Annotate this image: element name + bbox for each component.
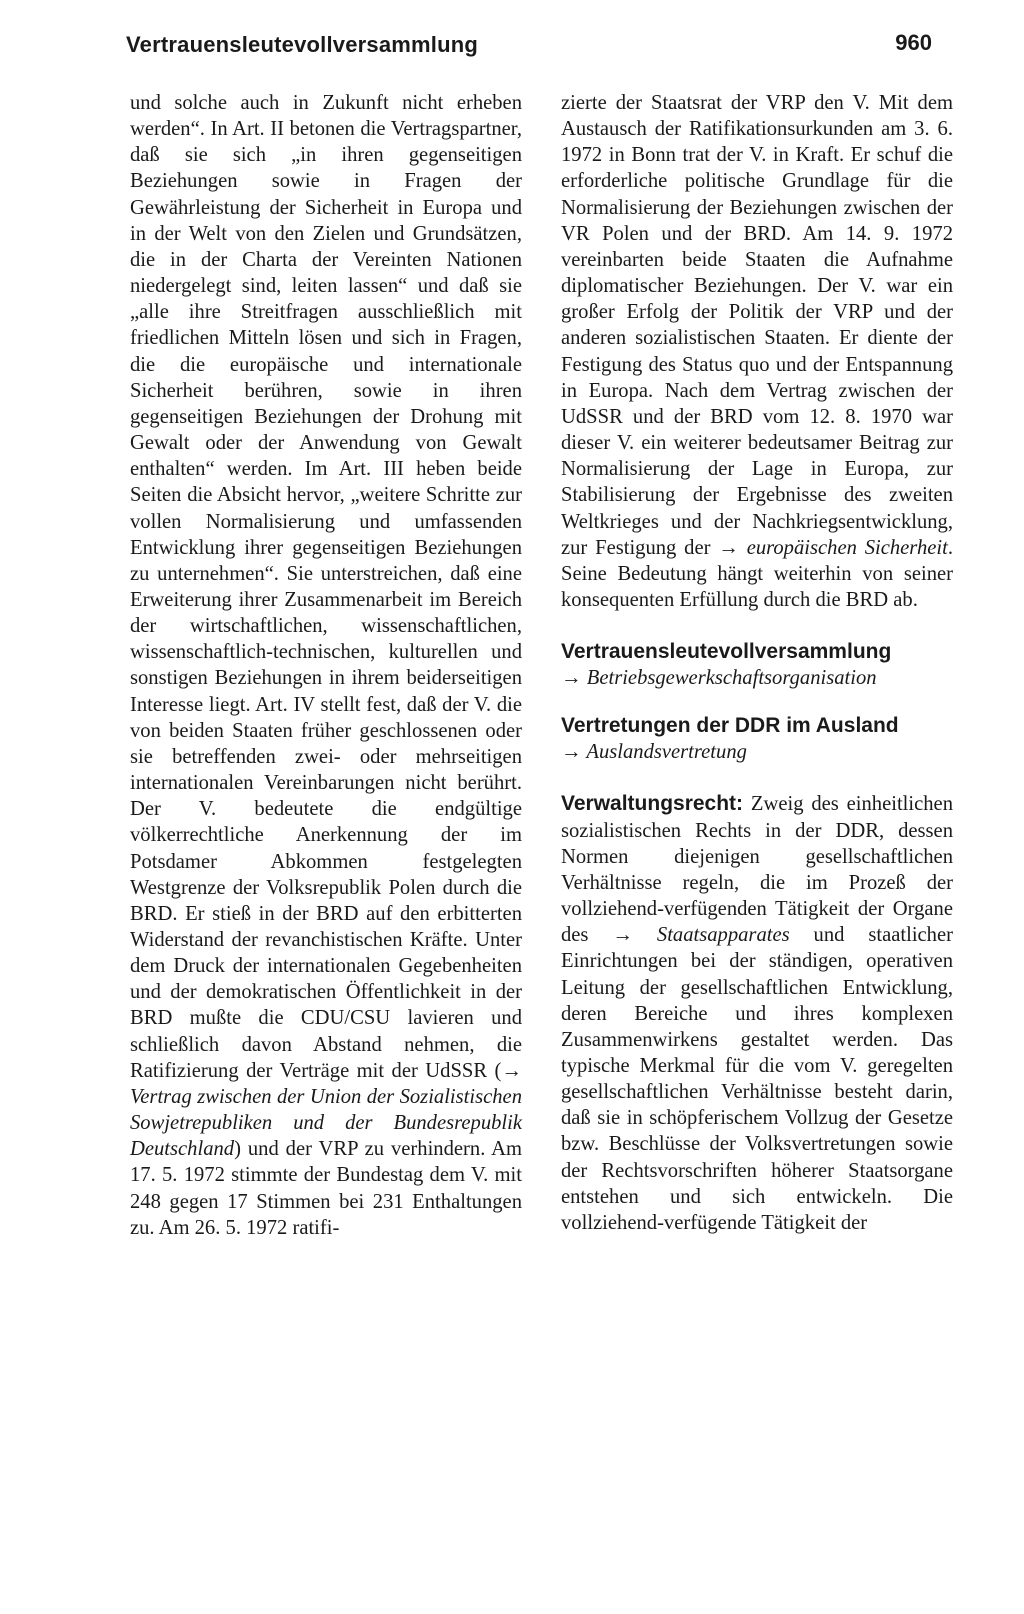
entry-title: Vertretungen der DDR im Ausland <box>561 714 899 738</box>
cross-reference-link[interactable]: Auslandsvertretung <box>586 741 747 764</box>
body-paragraph <box>561 90 953 613</box>
page-number: 960 <box>895 30 932 55</box>
text-segment: . Seine Bedeutung hängt weiterhin von seiner konsequenten Erfüllung durch die BRD ab. <box>561 536 953 611</box>
left-column <box>130 90 522 1241</box>
arrow-icon: → <box>612 924 633 947</box>
text-segment: Zweig des einheitlichen sozialistischen Rechts in der DDR, dessen Normen diejenigen gesellschaftlichen Verhältnisse regeln, die im Prozeß der vollziehend-verfügenden Tätigkeit der Organe des <box>561 793 953 947</box>
text-segment: und solche auch in Zukunft nicht erheben werden“. In Art. II betonen die Vertragspartner, daß sie sich „in ihren gegenseitigen Beziehungen sowie in Fragen der Gewährleistung der Sicherheit in Europa und in der Welt von den Zielen und Grundsätzen, die in der Charta der Vereinten Nationen niedergelegt sind, leiten lassen“ und daß sie „alle ihre Streitfragen ausschließlich mit friedlichen Mitteln lösen und sich in Fragen, die die europäische und internationale Sicherheit berühren, sowie in ihren gegenseitigen Beziehungen der Drohung mit Gewalt oder der Anwendung von Gewalt enthalten“ werden. Im Art. III heben beide Seiten die Absicht hervor, „weitere Schritte zur vollen Normalisierung und umfassenden Entwicklung ihrer gegenseitigen Beziehungen zu unternehmen“. Sie unterstreichen, daß eine Erweiterung ihrer Zusammenarbeit im Bereich der wirtschaftlichen, wissenschaftlichen, wissenschaftlich-technischen, kulturellen und sonstigen Beziehungen in ihrem beiderseitigen Interesse liegt. Art. IV stellt fest, daß der V. die von beiden Staaten früher geschlossenen oder sie betreffenden zwei- oder mehrseitigen internationalen Vereinbarungen nicht berührt. Der V. bedeutete die endgültige völkerrechtliche Anerkennung der im Potsdamer Abkommen festgelegten Westgrenze der Volksrepublik Polen durch die BRD. Er stieß in der BRD auf den erbitterten Widerstand der revanchistischen Kräfte. Unter dem Druck der internationalen Gegebenheiten und der demokratischen Öffentlichkeit in der BRD mußte die CDU/CSU lavieren und schließlich davon Abstand nehmen, die Ratifizierung der Verträge mit der UdSSR ( <box>130 92 522 1082</box>
entry-paragraph <box>561 791 953 1236</box>
cross-reference-link[interactable]: Staatsapparates <box>656 924 790 947</box>
entry-title: Vertrauensleutevollversammlung <box>561 640 892 664</box>
cross-reference <box>561 739 953 765</box>
cross-reference-link[interactable]: Betriebsgewerkschaftsorganisation <box>586 667 877 690</box>
text-segment: ) und der VRP zu verhindern. Am 17. 5. 1972 stimmte der Bundestag dem V. mit 248 gegen 17 Stimmen bei 231 Enthaltungen zu. Am 26. 5. 1972 ratifi- <box>130 1138 522 1239</box>
arrow-icon: → <box>501 1059 522 1082</box>
text-segment: zierte der Staatsrat der VRP den V. Mit dem Austausch der Ratifikationsurkunden am 3. 6. 1972 in Bonn trat der V. in Kraft. Er schuf die erforderliche politische Grundlage für die Normalisierung der Beziehungen zwischen der VR Polen und der BRD. Am 14. 9. 1972 vereinbarten beide Staaten die Aufnahme diplomatischer Beziehungen. Der V. war ein großer Erfolg der Politik der VRP und der anderen sozialistischen Staaten. Er diente der Festigung des Status quo und der Entspannung in Europa. Nach dem Vertrag zwischen der UdSSR und der BRD vom 12. 8. 1970 war dieser V. ein weiterer bedeutsamer Beitrag zur Normalisierung der Lage in Europa, zur Stabilisierung der Ergebnisse des zweiten Weltkrieges und der Nachkriegsentwicklung, zur Festigung der <box>561 92 953 559</box>
arrow-icon: → <box>561 667 582 690</box>
cross-reference-link[interactable]: europäischen Sicherheit <box>746 536 948 559</box>
running-head: Vertrauensleutevollversammlung <box>126 32 479 57</box>
cross-reference <box>561 665 953 691</box>
body-paragraph <box>130 90 522 1241</box>
text-segment: und staatlicher Einrichtungen bei der ständigen, operativen Leitung der gesellschaftlichen Entwicklung, deren Bereiche und ihres komplexen Zusammenwirkens gestaltet werden. Das typische Merkmal für die vom V. geregelten gesellschaftlichen Verhältnisse besteht darin, daß sie in schöpferischem Vollzug der Gesetze bzw. Beschlüsse der Volksvertretungen sowie der Rechtsvorschriften höherer Staatsorgane entstehen und sich entwickeln. Die vollziehend-verfügende Tätigkeit der <box>561 924 953 1234</box>
cross-reference-link[interactable]: Vertrag zwischen der Union der Sozialistischen Sowjetrepubliken und der Bundesrepublik Deutschland <box>130 1085 522 1161</box>
entry-term: Verwaltungsrecht: <box>561 792 744 816</box>
arrow-icon: → <box>718 536 739 559</box>
right-column <box>561 90 953 1236</box>
arrow-icon: → <box>561 741 582 764</box>
